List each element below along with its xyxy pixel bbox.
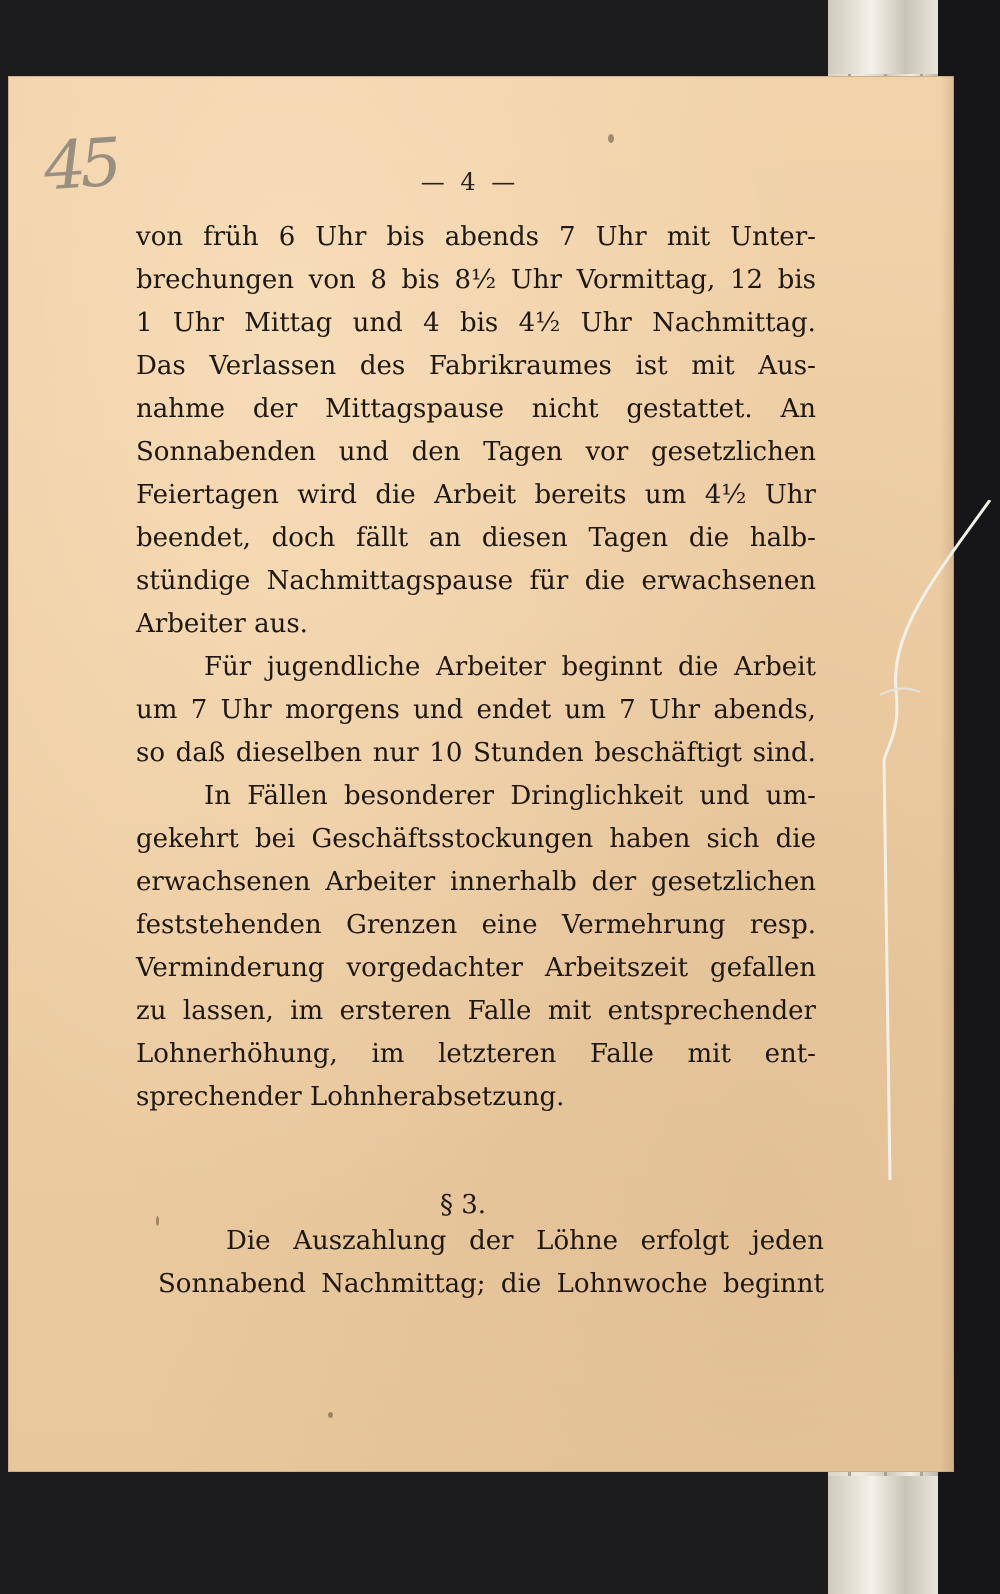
binding-bottom-cover xyxy=(828,1476,938,1594)
word: mit xyxy=(687,1039,731,1069)
word: Lohnerhöhung, xyxy=(136,1039,338,1069)
word: besonderer xyxy=(344,781,495,811)
word: Nachmittag; xyxy=(321,1269,486,1299)
word: mit xyxy=(547,996,592,1026)
word: Unter- xyxy=(730,222,816,252)
word: und xyxy=(352,308,403,338)
word: In xyxy=(204,781,232,811)
text-line xyxy=(136,775,816,818)
word: 4½ xyxy=(518,308,561,338)
word: halb- xyxy=(749,523,816,553)
word: gekehrt xyxy=(136,824,239,854)
word: beginnt xyxy=(723,1269,824,1299)
word: Mittagspause xyxy=(325,394,504,424)
pencil-annotation: 45 xyxy=(41,123,119,206)
word: morgens xyxy=(284,695,400,725)
word: die xyxy=(775,824,816,854)
word: brechungen xyxy=(136,265,295,295)
word: Die xyxy=(226,1226,271,1256)
word: um xyxy=(644,480,687,510)
word: Verlassen xyxy=(209,351,337,381)
word: 1 xyxy=(136,308,153,338)
word: Fabrikraumes xyxy=(428,351,612,381)
word: bei xyxy=(254,824,296,854)
word: Löhne xyxy=(536,1226,618,1256)
word: Uhr xyxy=(764,480,816,510)
word: gesetzlichen xyxy=(650,867,816,897)
text-line xyxy=(136,646,816,689)
text-line xyxy=(136,947,816,990)
word: Dringlichkeit xyxy=(510,781,684,811)
word: die xyxy=(584,566,626,596)
word: gefallen xyxy=(710,953,816,983)
text-line-final xyxy=(136,1076,816,1119)
word: Geschäftsstockungen xyxy=(311,824,594,854)
word: bis xyxy=(386,222,425,252)
text-line xyxy=(136,818,816,861)
word: so xyxy=(136,738,165,768)
text-line xyxy=(136,1033,816,1076)
text-line xyxy=(136,560,816,603)
word: die xyxy=(677,652,719,682)
word: Tagen xyxy=(483,437,563,467)
word: Arbeiter xyxy=(325,867,436,897)
text-line xyxy=(136,732,816,775)
word: von xyxy=(308,265,356,295)
word: wird xyxy=(297,480,357,510)
word: Grenzen xyxy=(346,910,458,940)
word: mit xyxy=(691,351,735,381)
word: Arbeiter xyxy=(436,652,546,682)
word: eine xyxy=(481,910,538,940)
word: Uhr xyxy=(220,695,272,725)
word: Uhr xyxy=(580,308,632,338)
word: Nachmittag. xyxy=(652,308,816,338)
word: früh xyxy=(203,222,259,252)
text-line xyxy=(136,216,816,259)
word: resp. xyxy=(749,910,816,940)
word: sich xyxy=(706,824,760,854)
word: beendet, xyxy=(136,523,251,553)
text-line xyxy=(136,990,816,1033)
word: Sonnabenden xyxy=(136,437,317,467)
document-page xyxy=(8,76,954,1472)
word: nicht xyxy=(531,394,599,424)
word: nahme xyxy=(136,394,226,424)
word: endet xyxy=(476,695,552,725)
word: um xyxy=(136,695,178,725)
paragraph-1 xyxy=(136,216,816,646)
section-3-text xyxy=(158,1220,824,1306)
word: Uhr xyxy=(649,695,701,725)
text-line xyxy=(136,517,816,560)
paragraph-4 xyxy=(158,1220,824,1306)
text-line xyxy=(136,259,816,302)
word: um xyxy=(564,695,606,725)
word: von xyxy=(136,222,184,252)
body-text xyxy=(136,216,816,1119)
word: 8½ xyxy=(454,265,497,295)
word: Mittag xyxy=(244,308,333,338)
word: der xyxy=(252,394,298,424)
word: Feiertagen xyxy=(136,480,279,510)
page-number: — 4 — xyxy=(420,168,520,196)
word: ist xyxy=(635,351,668,381)
word: und xyxy=(699,781,750,811)
section-heading: § 3. xyxy=(439,1190,487,1220)
word: den xyxy=(411,437,461,467)
word: Nachmittagspause xyxy=(266,566,514,596)
word: Lohnwoche xyxy=(556,1269,708,1299)
word: Aus- xyxy=(758,351,816,381)
word: der xyxy=(591,867,637,897)
word: für xyxy=(529,566,569,596)
word: Auszahlung xyxy=(293,1226,447,1256)
word: Das xyxy=(136,351,186,381)
word: bereits xyxy=(534,480,627,510)
word: die xyxy=(500,1269,542,1299)
paper-speck xyxy=(608,134,614,143)
word: die xyxy=(688,523,730,553)
word: gesetzlichen xyxy=(651,437,816,467)
word: vor xyxy=(585,437,629,467)
word: an xyxy=(428,523,462,553)
word: vorgedachter xyxy=(346,953,523,983)
final-line-text: sprechender Lohnherabsetzung. xyxy=(136,1082,565,1112)
word: Uhr xyxy=(595,222,647,252)
word: 6 xyxy=(278,222,296,252)
word: der xyxy=(469,1226,514,1256)
word: bis xyxy=(459,308,499,338)
word: Uhr xyxy=(315,222,367,252)
word: und xyxy=(413,695,464,725)
word: stündige xyxy=(136,566,251,596)
word: Stunden xyxy=(473,738,584,768)
word: lassen, xyxy=(182,996,274,1026)
text-line xyxy=(136,861,816,904)
binding-top-cover xyxy=(828,0,938,74)
word: erwachsenen xyxy=(136,867,311,897)
word: innerhalb xyxy=(450,867,577,897)
word: jugendliche xyxy=(266,652,421,682)
word: beginnt xyxy=(561,652,663,682)
word: doch xyxy=(271,523,336,553)
word: mit xyxy=(666,222,711,252)
word: Falle xyxy=(590,1039,654,1069)
word: Tagen xyxy=(588,523,669,553)
word: im xyxy=(371,1039,405,1069)
word: zu xyxy=(136,996,167,1026)
word: Uhr xyxy=(172,308,224,338)
word: abends xyxy=(444,222,540,252)
word: letzteren xyxy=(438,1039,557,1069)
word: 7 xyxy=(619,695,636,725)
page-edge-shadow xyxy=(940,76,954,1472)
word: nur xyxy=(372,738,419,768)
word: abends, xyxy=(713,695,816,725)
word: im xyxy=(290,996,324,1026)
word: Vormittag, xyxy=(576,265,716,295)
word: jeden xyxy=(751,1226,824,1256)
word: und xyxy=(338,437,389,467)
word: des xyxy=(359,351,406,381)
word: ersteren xyxy=(339,996,452,1026)
word: 7 xyxy=(559,222,576,252)
word: Falle xyxy=(467,996,532,1026)
word: erwachsenen xyxy=(641,566,816,596)
text-line-final xyxy=(136,603,816,646)
text-line xyxy=(158,1220,824,1263)
word: entsprechender xyxy=(607,996,816,1026)
word: beschäftigt xyxy=(594,738,742,768)
word: 7 xyxy=(190,695,208,725)
paper-speck xyxy=(156,1216,159,1226)
text-line xyxy=(136,302,816,345)
word: ent- xyxy=(764,1039,816,1069)
word: dieselben xyxy=(235,738,363,768)
word: 8 xyxy=(370,265,387,295)
text-line xyxy=(136,904,816,947)
word: 4½ xyxy=(704,480,747,510)
word: Arbeit xyxy=(434,480,517,510)
word: An xyxy=(780,394,816,424)
text-line xyxy=(158,1263,824,1306)
word: die xyxy=(375,480,416,510)
word: Fällen xyxy=(247,781,328,811)
word: bis xyxy=(401,265,440,295)
word: Sonnabend xyxy=(158,1269,306,1299)
word: bis xyxy=(777,265,816,295)
word: 10 xyxy=(429,738,463,768)
word: Arbeit xyxy=(733,652,816,682)
word: fällt xyxy=(355,523,409,553)
word: Arbeitszeit xyxy=(544,953,689,983)
word: 4 xyxy=(423,308,440,338)
text-line xyxy=(136,474,816,517)
word: haben xyxy=(609,824,691,854)
text-line xyxy=(136,388,816,431)
word: Uhr xyxy=(510,265,562,295)
paragraph-3 xyxy=(136,775,816,1119)
word: sind. xyxy=(752,738,816,768)
text-line xyxy=(136,345,816,388)
paragraph-2 xyxy=(136,646,816,775)
paper-speck xyxy=(328,1412,333,1418)
word: gestattet. xyxy=(626,394,753,424)
final-line-text: Arbeiter aus. xyxy=(136,609,308,639)
word: um- xyxy=(765,781,816,811)
word: Vermehrung xyxy=(561,910,726,940)
word: Für xyxy=(204,652,252,682)
text-line xyxy=(136,689,816,732)
word: erfolgt xyxy=(640,1226,730,1256)
text-line xyxy=(136,431,816,474)
word: 12 xyxy=(729,265,764,295)
word: diesen xyxy=(481,523,568,553)
word: feststehenden xyxy=(136,910,322,940)
word: Verminderung xyxy=(136,953,325,983)
word: daß xyxy=(175,738,226,768)
